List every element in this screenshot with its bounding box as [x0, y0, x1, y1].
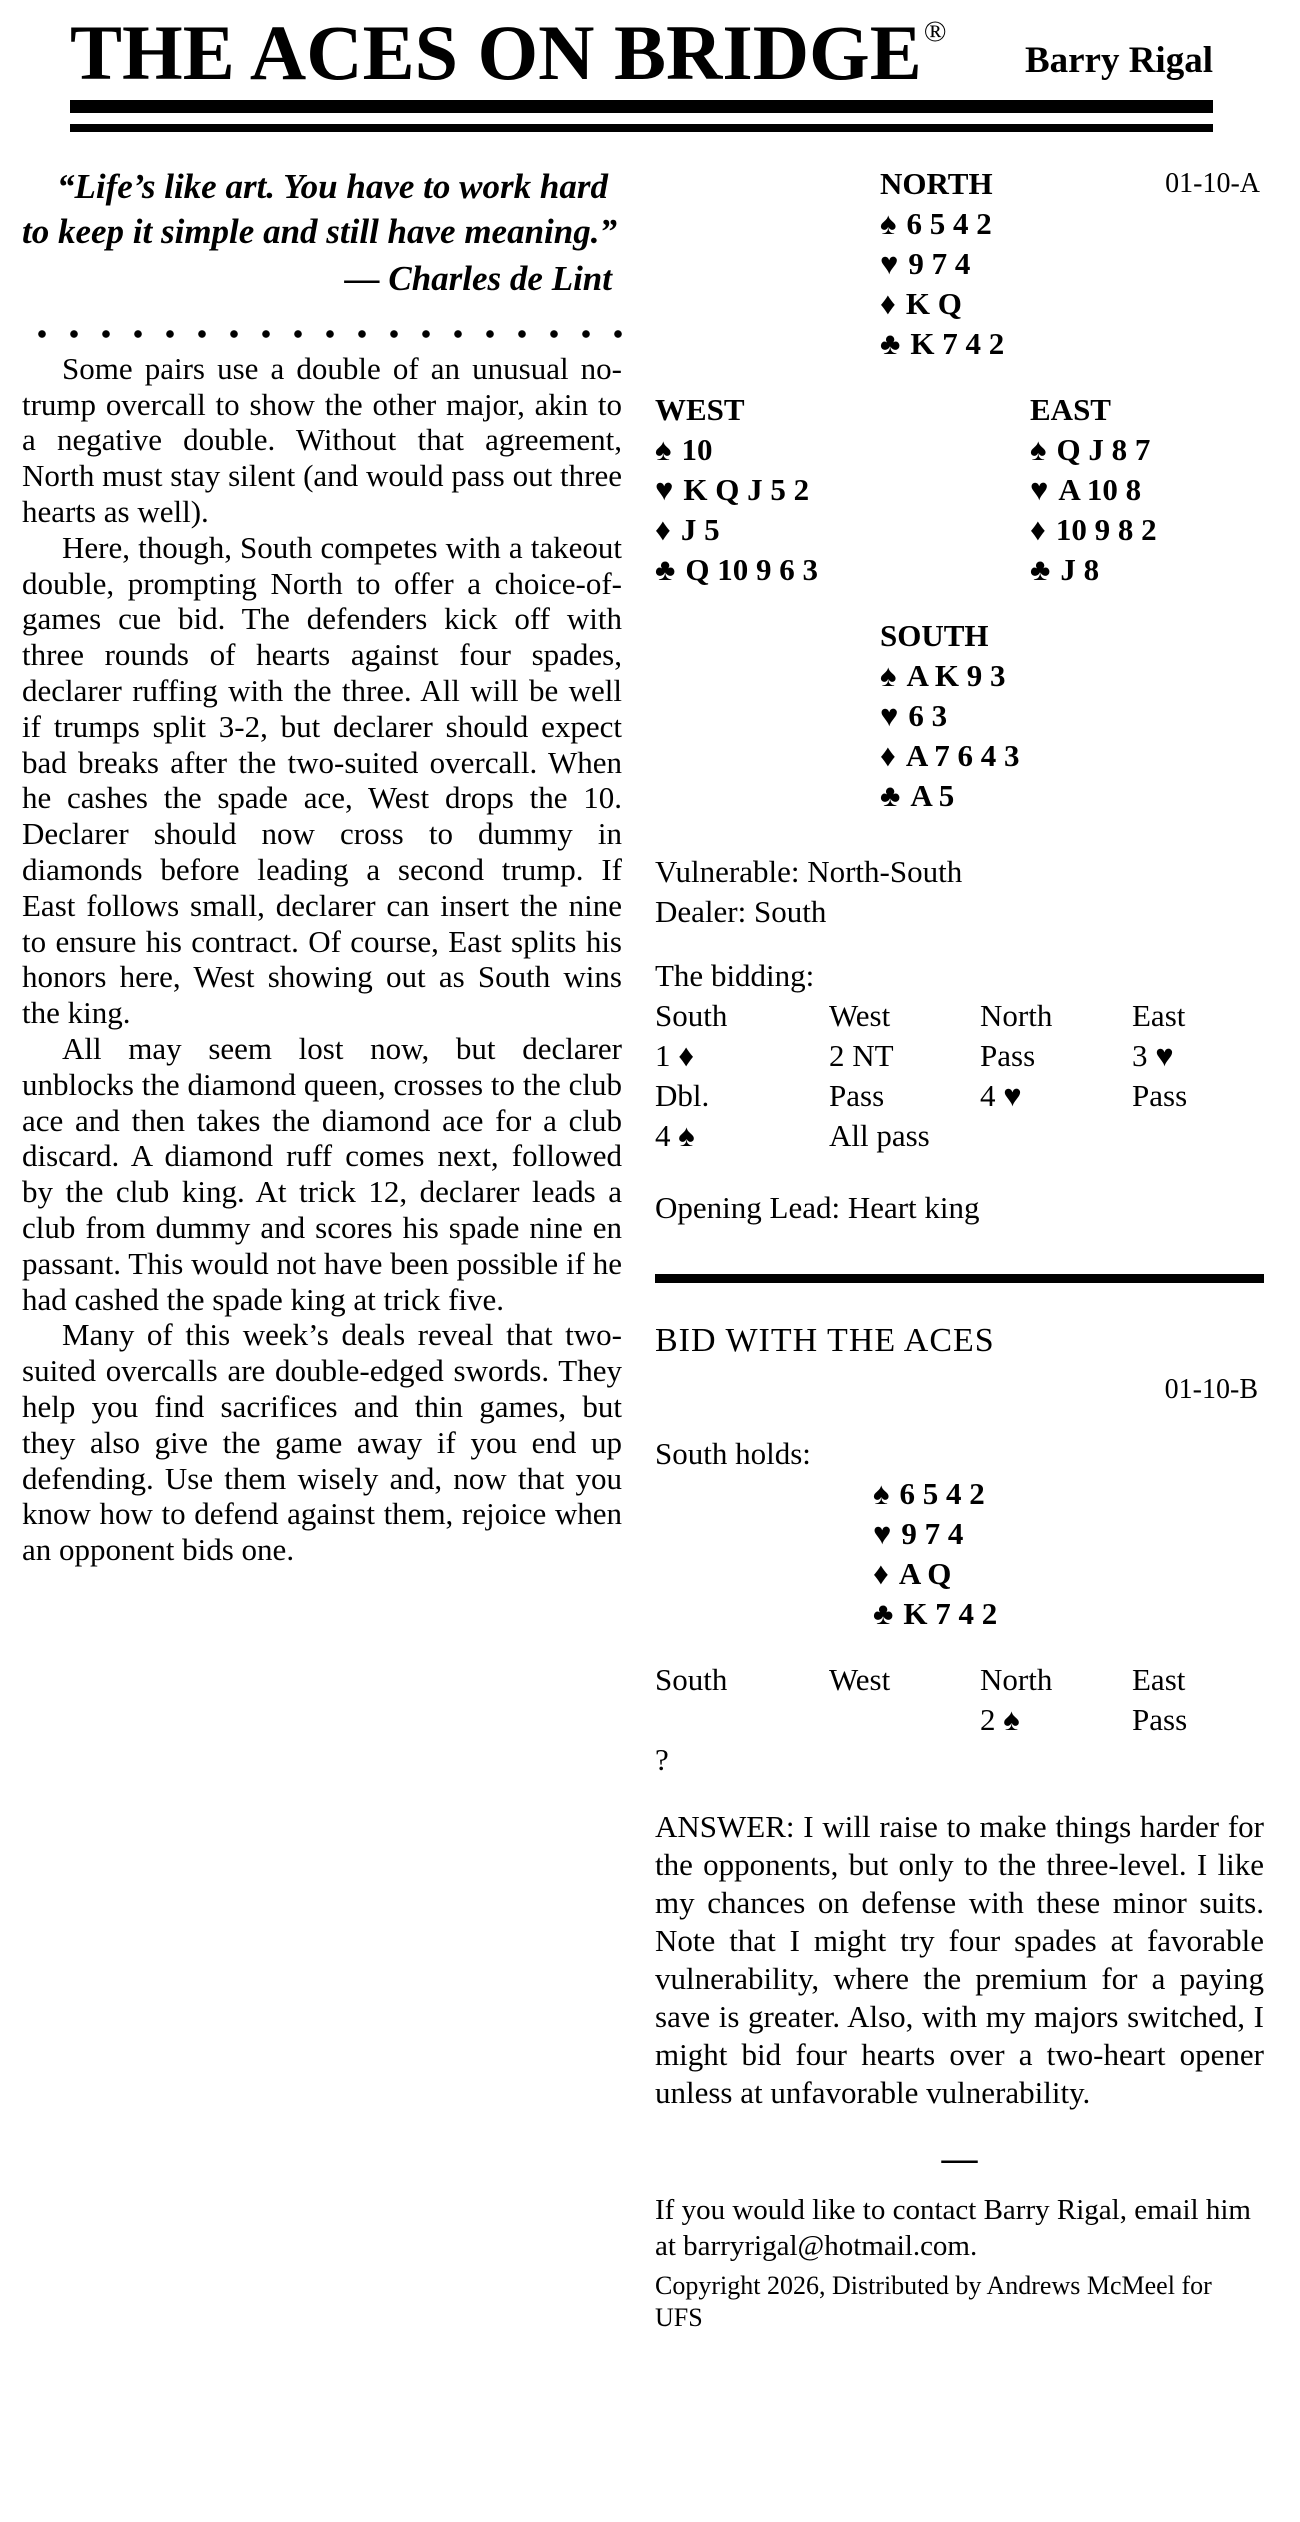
masthead-rules	[70, 100, 1213, 132]
bid-cell: 2 ♠	[980, 1701, 1020, 1737]
dotted-divider	[22, 329, 622, 339]
card-ranks: A Q	[898, 1555, 952, 1591]
club-icon: ♣	[880, 325, 901, 361]
west-label: WEST	[655, 391, 745, 427]
article-column	[22, 164, 622, 2334]
card-row	[1030, 470, 1264, 510]
card-row	[873, 1594, 1264, 1634]
card-row	[1030, 430, 1264, 470]
main-columns	[0, 164, 1300, 2334]
deal-info	[655, 852, 1264, 932]
bid-cell: 2 NT	[829, 1037, 894, 1073]
card-row	[880, 776, 1264, 816]
answer-paragraph: ANSWER: I will raise to make things harder for the opponents, but only to the three-level. I like my chances on defense with these minor suits. Note that I might try four spades at favorable vulnerability, where the premium for a paying save is greater. Also, with my majors switched, I might bid four hearts over a two-heart opener unless at unfavorable vulnerability.	[655, 1808, 1264, 2110]
card-ranks: Q J 8 7	[1056, 431, 1151, 467]
bidding-header: South	[655, 997, 728, 1033]
article-paragraph: All may seem lost now, but declarer unblocks the diamond queen, crosses to the club ace and then takes the diamond ace for a club discard. A diamond ruff comes next, followed by the club king. At trick 12, declarer leads a club from dummy and scores his spade nine en passant. This would not have been possible if he had cashed the spade king at trick five.	[22, 1031, 622, 1317]
bidding-table	[655, 996, 1264, 1156]
spade-icon: ♠	[880, 205, 897, 241]
club-icon: ♣	[655, 551, 676, 587]
page-title	[70, 9, 947, 96]
bidding-header: East	[1132, 1661, 1186, 1697]
north-hand-row	[655, 164, 1264, 364]
section-divider-rule	[655, 1274, 1264, 1283]
bidding-header: East	[1132, 997, 1186, 1033]
card-row	[873, 1474, 1264, 1514]
contact-note: If you would like to contact Barry Rigal, email him at barryrigal@hotmail.com.	[655, 2193, 1251, 2262]
bidding-header: North	[980, 1661, 1053, 1697]
author-byline: Barry Rigal	[1024, 39, 1213, 81]
club-icon: ♣	[873, 1595, 894, 1631]
card-ranks: 6 5 4 2	[906, 205, 992, 241]
bid-cell: All pass	[829, 1117, 930, 1153]
heart-icon: ♥	[1030, 471, 1049, 507]
diamond-icon: ♦	[880, 737, 896, 773]
card-ranks: 10 9 8 2	[1055, 511, 1157, 547]
card-ranks: 6 3	[908, 697, 948, 733]
bid-cell: Dbl.	[655, 1077, 710, 1113]
bid-cell: Pass	[1132, 1701, 1188, 1737]
card-ranks: 6 5 4 2	[899, 1475, 985, 1511]
card-ranks: Q 10 9 6 3	[685, 551, 818, 587]
card-ranks: K 7 4 2	[903, 1595, 998, 1631]
card-ranks: K Q	[905, 285, 962, 321]
card-row	[880, 736, 1264, 776]
card-ranks: J 8	[1060, 551, 1100, 587]
bidding-header: West	[829, 997, 891, 1033]
thick-rule	[70, 100, 1213, 113]
card-ranks: J 5	[680, 511, 720, 547]
spade-icon: ♠	[655, 431, 672, 467]
spade-icon: ♠	[873, 1475, 890, 1511]
west-hand	[655, 390, 1030, 590]
card-row	[655, 430, 1030, 470]
south-hand	[880, 616, 1264, 816]
footer-dash-divider: —	[941, 2137, 978, 2178]
epigraph-quote: “Life’s like art. You have to work hard to keep it simple and still have meaning.”	[22, 166, 617, 251]
bid-cell: 3 ♥	[1132, 1037, 1174, 1073]
bid-cell: ?	[655, 1741, 669, 1777]
card-ranks: A 7 6 4 3	[905, 737, 1020, 773]
card-row	[880, 656, 1264, 696]
vulnerable-line: Vulnerable: North-South	[655, 853, 963, 889]
bidding-header: South	[655, 1661, 728, 1697]
article-paragraph: Many of this week’s deals reveal that two-suited overcalls are double-edged swords. They help you find sacrifices and thin games, but they also give the game away if you end up defending. Use them wisely and, now that you know how to defend against them, rejoice when an opponent bids one.	[22, 1317, 622, 1568]
bidding-header: North	[980, 997, 1053, 1033]
bid-cell: 1 ♦	[655, 1037, 695, 1073]
south-label: SOUTH	[880, 617, 989, 653]
diamond-icon: ♦	[873, 1555, 889, 1591]
card-row	[880, 244, 1264, 284]
heart-icon: ♥	[880, 245, 899, 281]
diamond-icon: ♦	[880, 285, 896, 321]
card-ranks: 10	[681, 431, 713, 467]
bid-cell	[829, 1740, 980, 1780]
diamond-icon: ♦	[1030, 511, 1046, 547]
west-east-row	[655, 390, 1264, 590]
bid-cell	[655, 1700, 829, 1740]
article-paragraph: Some pairs use a double of an unusual no-trump overcall to show the other major, akin to a negative double. Without that agreement, North must stay silent (and would pass out three hearts as well).	[22, 350, 622, 530]
card-row	[655, 510, 1030, 550]
card-ranks: 9 7 4	[901, 1515, 964, 1551]
spade-icon: ♠	[880, 657, 897, 693]
bid-cell	[980, 1116, 1132, 1156]
south-hand-row	[655, 616, 1264, 816]
bid-cell: Pass	[829, 1077, 885, 1113]
card-ranks: K Q J 5 2	[683, 471, 810, 507]
page-title-text: THE ACES ON BRIDGE	[70, 9, 922, 96]
north-label: NORTH	[880, 165, 993, 201]
card-row	[880, 324, 1264, 364]
card-ranks: K 7 4 2	[910, 325, 1005, 361]
bid-section-heading: BID WITH THE ACES	[655, 1321, 995, 1359]
bid-cell: Pass	[980, 1037, 1036, 1073]
masthead	[0, 0, 1300, 94]
heart-icon: ♥	[655, 471, 674, 507]
card-row	[880, 204, 1264, 244]
card-row	[873, 1554, 1264, 1594]
epigraph-attribution: — Charles de Lint	[344, 258, 612, 298]
card-row	[1030, 550, 1264, 590]
diamond-icon: ♦	[655, 511, 671, 547]
bid-cell	[829, 1700, 980, 1740]
east-label: EAST	[1030, 391, 1111, 427]
thin-rule	[70, 124, 1213, 132]
opening-lead: Opening Lead: Heart king	[655, 1189, 980, 1225]
club-icon: ♣	[1030, 551, 1051, 587]
heart-icon: ♥	[880, 697, 899, 733]
south-holds-label: South holds:	[655, 1435, 811, 1471]
bid-cell: 4 ♥	[980, 1077, 1022, 1113]
card-row	[880, 696, 1264, 736]
bidding-header: West	[829, 1661, 891, 1697]
article-paragraph: Here, though, South competes with a takeout double, prompting North to offer a choice-of-games cue bid. The defenders kick off with three rounds of hearts against four spades, declarer ruffing with the three. All will be well if trumps split 3-2, but declarer should expect bad breaks after the two-suited overcall. When he cashes the spade ace, West drops the 10. Declarer should now cross to dummy in diamonds before leading a second trump. If East follows small, declarer can insert the nine to ensure his contract. Of course, East splits his honors here, West showing out as South wins the king.	[22, 529, 622, 1031]
deal-column	[655, 164, 1264, 2334]
card-row	[873, 1514, 1264, 1554]
heart-icon: ♥	[873, 1515, 892, 1551]
card-ranks: A 5	[910, 777, 955, 813]
copyright-line: Copyright 2026, Distributed by Andrews McMeel for UFS	[655, 2270, 1212, 2332]
card-row	[880, 284, 1264, 324]
bid-cell: 4 ♠	[655, 1117, 695, 1153]
card-ranks: A K 9 3	[906, 657, 1006, 693]
card-row	[655, 470, 1030, 510]
card-ranks: A 10 8	[1058, 471, 1142, 507]
bid-cell	[980, 1740, 1132, 1780]
bidding-title: The bidding:	[655, 957, 815, 993]
spade-icon: ♠	[1030, 431, 1047, 467]
bid-cell: Pass	[1132, 1077, 1188, 1113]
club-icon: ♣	[880, 777, 901, 813]
card-row	[655, 550, 1030, 590]
bid-question-table	[655, 1660, 1264, 1780]
card-row	[1030, 510, 1264, 550]
bid-section-tag: 01-10-B	[1164, 1373, 1258, 1405]
south-holds-hand	[873, 1474, 1264, 1634]
east-hand	[1030, 390, 1264, 590]
dealer-line: Dealer: South	[655, 893, 827, 929]
deal-tag: 01-10-A	[1165, 167, 1260, 199]
registered-trademark-icon: ®	[923, 15, 947, 48]
bid-cell	[1132, 1740, 1264, 1780]
bid-cell	[1132, 1116, 1264, 1156]
card-ranks: 9 7 4	[908, 245, 971, 281]
